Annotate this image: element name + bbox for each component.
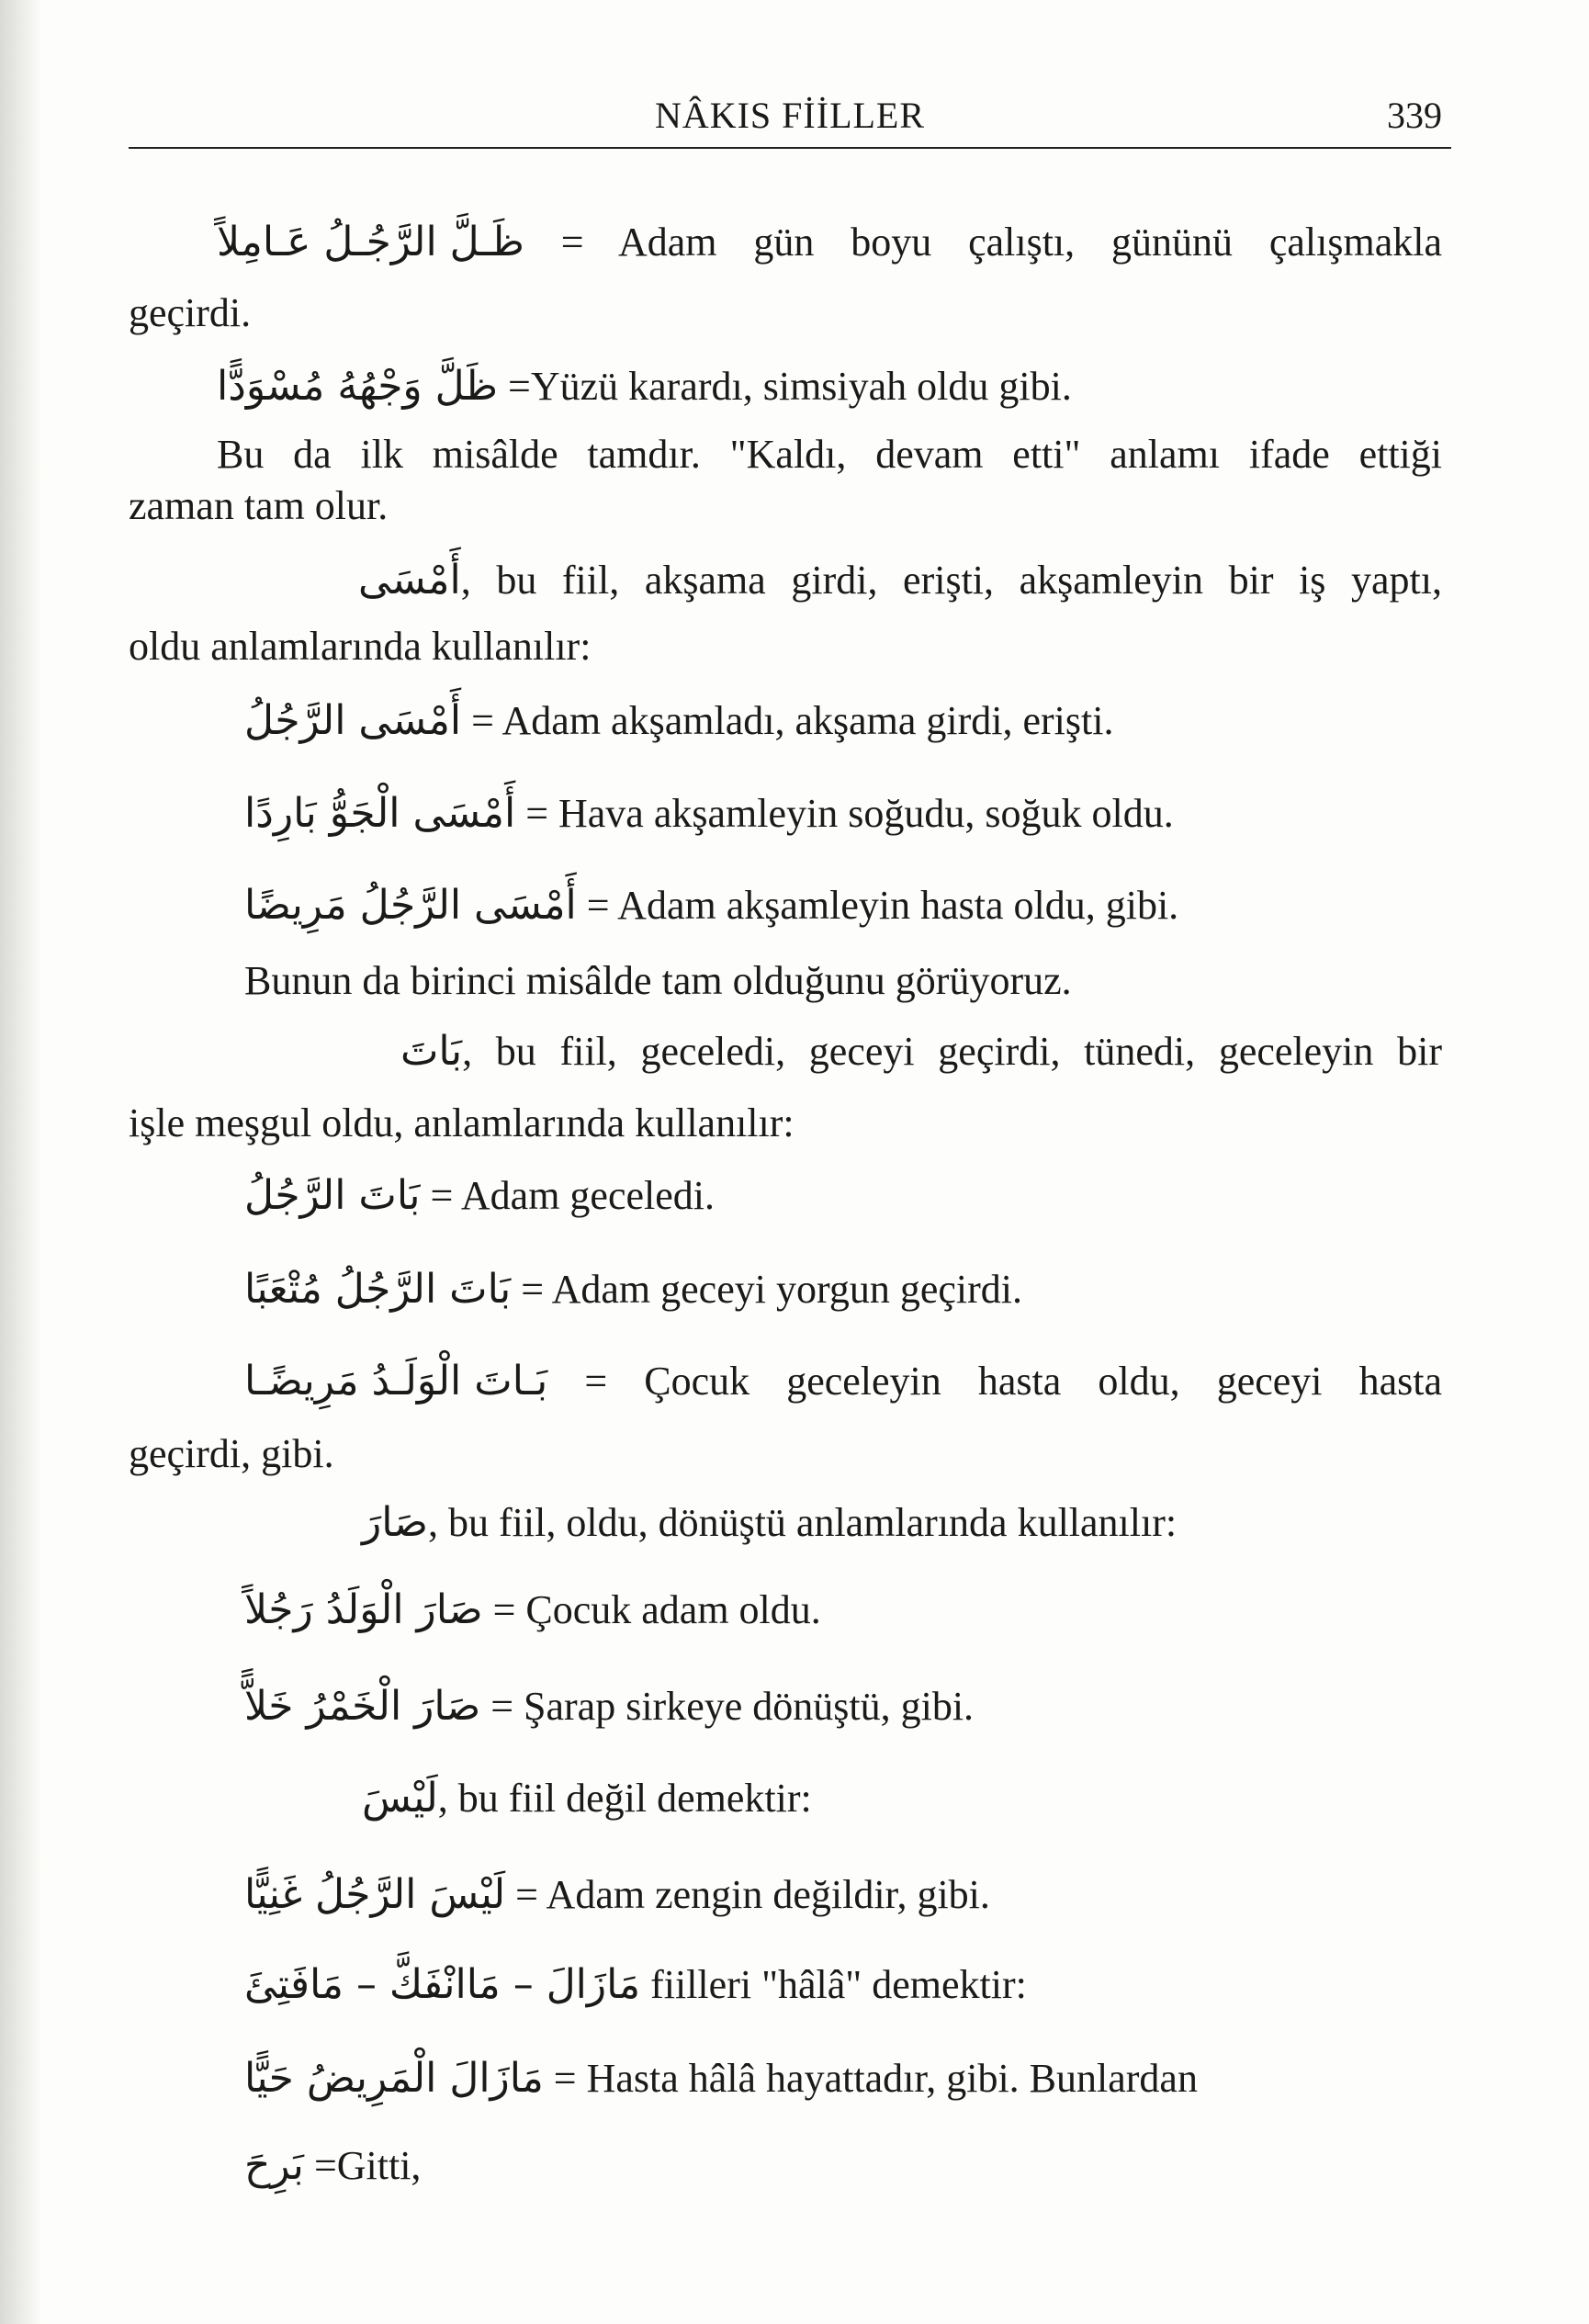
turkish-text: geçirdi, gibi. <box>129 1431 334 1476</box>
arabic-text: صَارَ <box>362 1499 429 1546</box>
arabic-text: بَاتَ <box>400 1028 463 1075</box>
text-line <box>217 361 1072 412</box>
arabic-text: بَرِحَ <box>244 2142 304 2189</box>
text-line <box>129 1428 334 1480</box>
text-line <box>129 288 251 339</box>
text-line <box>129 1098 794 1149</box>
text-line <box>244 1959 1027 2011</box>
turkish-text: , bu fiil, akşama girdi, erişti, akşamleyin bir iş yaptı, <box>460 558 1442 603</box>
turkish-text: = Şarap sirkeye dönüştü, gibi. <box>480 1684 975 1729</box>
turkish-text: geçirdi. <box>129 290 252 335</box>
turkish-text: , bu fiil, geceledi, geceyi geçirdi, tünedi, geceleyin bir <box>462 1029 1442 1074</box>
text-line <box>244 1356 1442 1407</box>
text-line <box>244 955 1072 1007</box>
arabic-text: ظَلَّ وَجْهُهُ مُسْوَدًّا <box>217 363 499 410</box>
turkish-text: = Hasta hâlâ hayattadır, gibi. Bunlardan <box>543 2056 1198 2101</box>
turkish-text: =Gitti, <box>303 2143 422 2188</box>
arabic-text: بَـاتَ الْوَلَـدُ مَرِيضًـا <box>244 1358 548 1405</box>
arabic-text: أَمْسَى الرَّجُلُ <box>244 697 462 744</box>
text-line <box>244 880 1178 931</box>
text-line <box>362 1773 812 1824</box>
text-line <box>244 1869 990 1921</box>
turkish-text: = Hava akşamleyin soğudu, soğuk oldu. <box>515 791 1174 836</box>
text-line <box>244 695 1113 747</box>
turkish-text: Bu da ilk misâlde tamdır. "Kaldı, devam etti" anlamı ifade ettiği <box>217 432 1442 477</box>
arabic-text: أَمْسَى الرَّجُلُ مَرِيضًا <box>244 882 577 929</box>
arabic-text: بَاتَ الرَّجُلُ <box>244 1172 421 1219</box>
page-edge-shadow <box>0 0 42 2324</box>
arabic-text: بَاتَ الرَّجُلُ مُتْعَبًا <box>244 1266 512 1313</box>
turkish-text: , bu fiil değil demektir: <box>437 1776 812 1821</box>
turkish-text: =Yüzü karardı, simsiyah oldu gibi. <box>498 364 1072 409</box>
running-title: NÂKIS FİİLLER <box>654 95 926 136</box>
turkish-text: = Adam geceyi yorgun geçirdi. <box>511 1267 1022 1312</box>
arabic-text: مَازَالَ – مَاانْفَكَّ – مَافَتِئَ <box>244 1961 641 2008</box>
turkish-text: = Çocuk adam oldu. <box>482 1587 821 1632</box>
turkish-text: = Adam zengin değildir, gibi. <box>505 1872 990 1917</box>
text-line <box>217 217 1442 268</box>
turkish-text: işle meşgul oldu, anlamlarında kullanılır: <box>129 1100 794 1145</box>
page-number: 339 <box>1387 95 1442 136</box>
turkish-text: , bu fiil, oldu, dönüştü anlamlarında kullanılır: <box>428 1500 1178 1545</box>
arabic-text: صَارَ الْوَلَدُ رَجُلاً <box>244 1586 483 1633</box>
text-line <box>244 1681 974 1732</box>
turkish-text: fiilleri "hâlâ" demektir: <box>640 1962 1027 2007</box>
arabic-text: ظَـلَّ الرَّجُـلُ عَـامِلاً <box>217 219 524 265</box>
turkish-text: oldu anlamlarında kullanılır: <box>129 624 592 669</box>
turkish-text: = Çocuk geceleyin hasta oldu, geceyi hasta <box>547 1359 1442 1404</box>
arabic-text: أَمْسَى الْجَوُّ بَارِدًا <box>244 790 516 837</box>
text-line <box>217 429 1442 480</box>
text-line <box>244 1264 1022 1315</box>
page-header <box>129 92 1451 149</box>
turkish-text: = Adam gün boyu çalıştı, gününü çalışmakla <box>524 220 1442 265</box>
text-line <box>244 2140 421 2192</box>
turkish-text: = Adam akşamladı, akşama girdi, erişti. <box>461 698 1114 743</box>
turkish-text: = Adam geceledi. <box>420 1173 715 1218</box>
text-line <box>358 555 1442 606</box>
text-line <box>244 1585 821 1636</box>
turkish-text: = Adam akşamleyin hasta oldu, gibi. <box>576 883 1179 928</box>
arabic-text: أَمْسَى <box>358 557 461 604</box>
text-line <box>244 2053 1198 2104</box>
text-line <box>400 1026 1442 1077</box>
arabic-text: لَيْسَ <box>362 1775 438 1822</box>
arabic-text: لَيْسَ الرَّجُلُ غَنِيًّا <box>244 1871 506 1918</box>
turkish-text: zaman tam olur. <box>129 483 389 528</box>
text-line <box>129 621 591 672</box>
text-line <box>244 788 1174 840</box>
arabic-text: صَارَ الْخَمْرُ خَلاًّ <box>244 1683 481 1730</box>
text-line <box>244 1170 715 1222</box>
text-line <box>362 1497 1177 1549</box>
arabic-text: مَازَالَ الْمَرِيضُ حَيًّا <box>244 2055 544 2102</box>
turkish-text: Bunun da birinci misâlde tam olduğunu görüyoruz. <box>244 958 1072 1003</box>
text-line <box>129 480 388 532</box>
